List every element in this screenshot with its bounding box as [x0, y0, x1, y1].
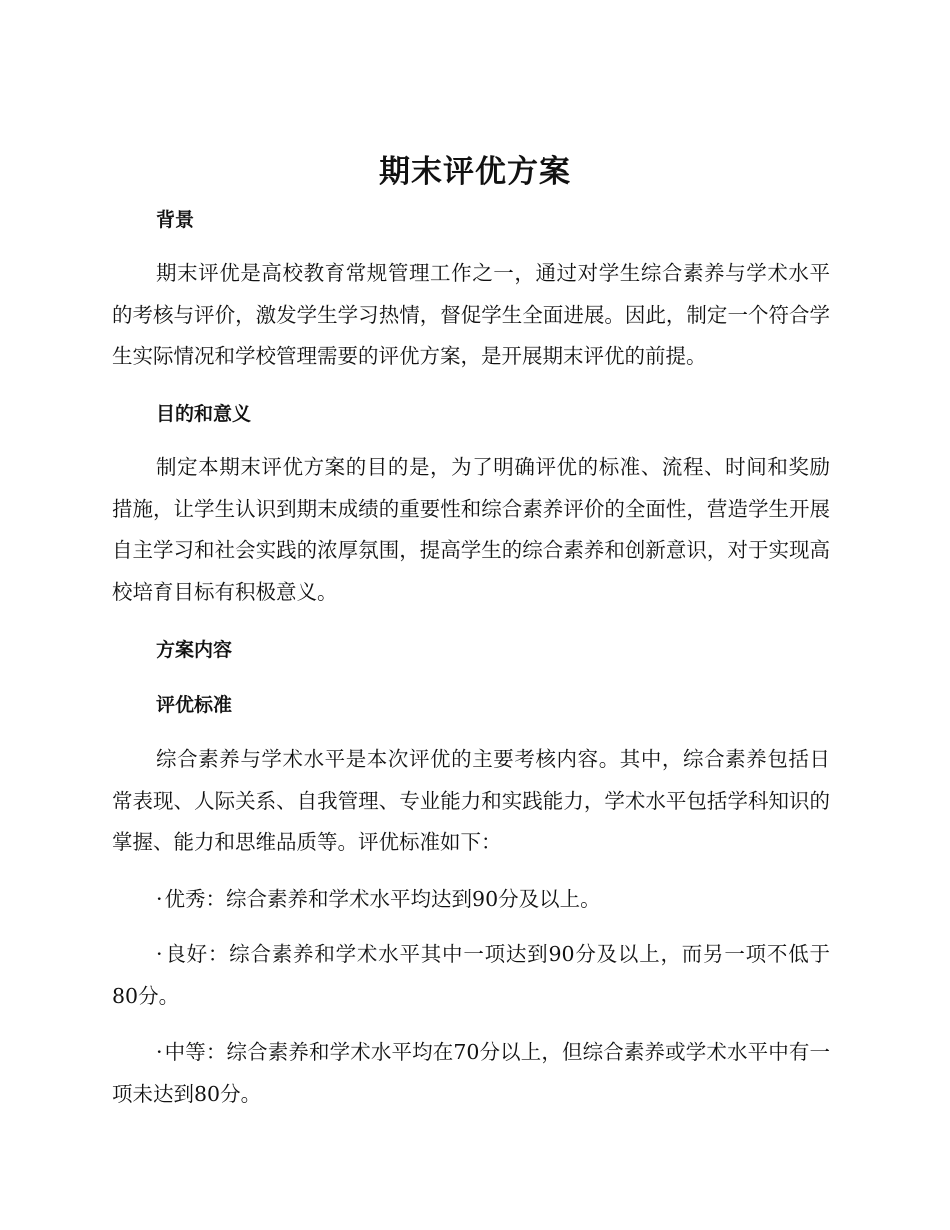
bullet-marker: · — [156, 887, 163, 911]
heading-plan-content: 方案内容 — [156, 639, 233, 661]
bullet-text: 优秀：综合素养和学术水平均达到90分及以上。 — [164, 887, 601, 911]
bullet-text: 良好：综合素养和学术水平其中一项达到90分及以上，而另一项不低于80分。 — [112, 942, 830, 1008]
bullet-good — [112, 934, 830, 1017]
paragraph-criteria: 综合素养与学术水平是本次评优的主要考核内容。其中，综合素养包括日常表现、人际关系、自我管理、专业能力和实践能力，学术水平包括学科知识的掌握、能力和思维品质等。评优标准如下： — [112, 747, 830, 854]
paragraph-background: 期末评优是高校教育常规管理工作之一，通过对学生综合素养与学术水平的考核与评价，激发学生学习热情，督促学生全面进展。因此，制定一个符合学生实际情况和学校管理需要的评优方案，是开展期末评优的前提。 — [112, 261, 830, 368]
paragraph-purpose: 制定本期末评优方案的目的是，为了明确评优的标准、流程、时间和奖励措施，让学生认识到期末成绩的重要性和综合素养评价的全面性，营造学生开展自主学习和社会实践的浓厚氛围，提高学生的综合素养和创新意识，对于实现高校培育目标有积极意义。 — [112, 455, 830, 604]
bullet-text: 中等：综合素养和学术水平均在70分以上，但综合素养或学术水平中有一项未达到80分。 — [112, 1040, 830, 1106]
document-title: 期末评优方案 — [379, 154, 571, 190]
heading-purpose: 目的和意义 — [156, 403, 252, 425]
bullet-average — [112, 1032, 830, 1115]
heading-criteria: 评优标准 — [156, 694, 233, 716]
bullet-marker: · — [156, 1040, 163, 1064]
bullet-excellent — [112, 879, 830, 921]
heading-background: 背景 — [156, 209, 195, 231]
bullet-marker: · — [156, 942, 163, 966]
